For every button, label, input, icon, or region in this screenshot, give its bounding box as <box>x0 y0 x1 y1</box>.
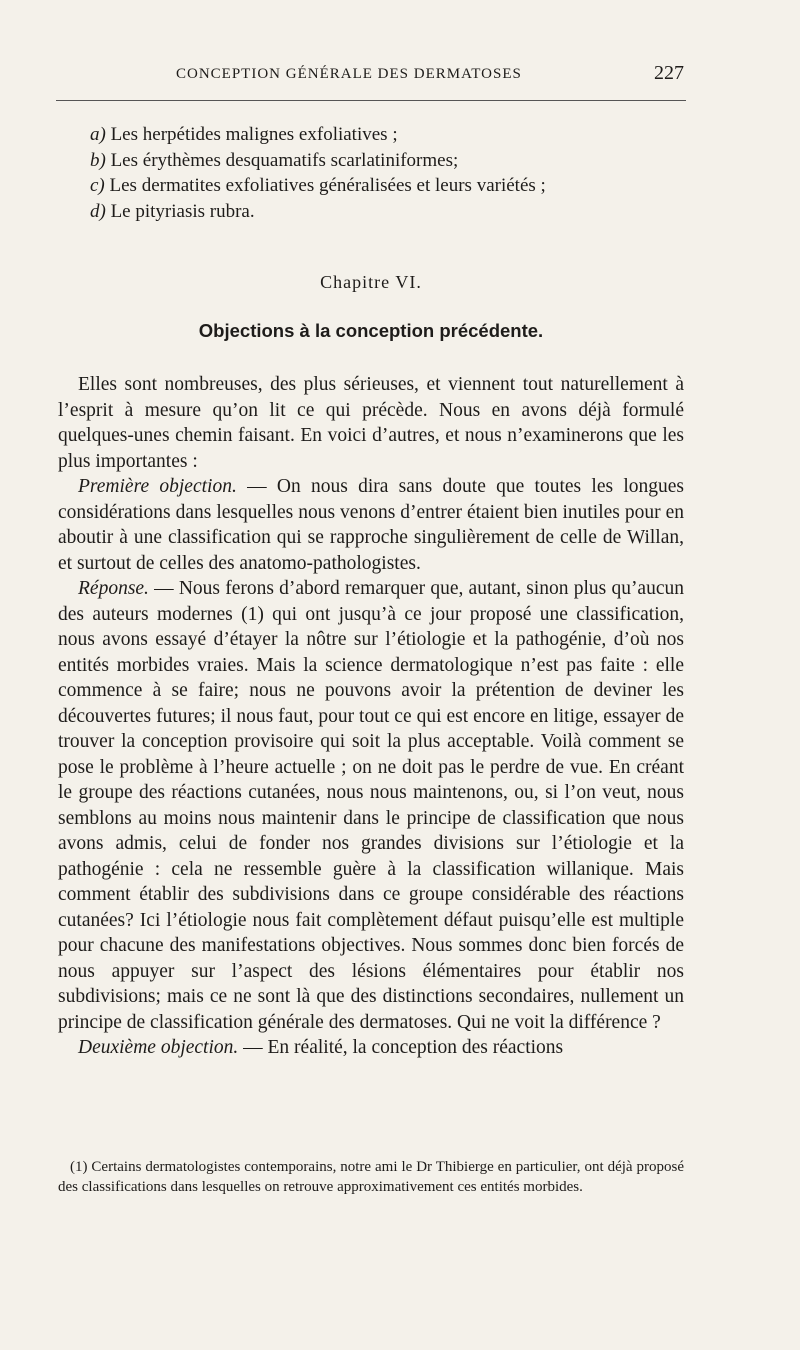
list-marker: d) <box>90 200 106 222</box>
running-title: CONCEPTION GÉNÉRALE DES DERMATOSES <box>176 66 522 82</box>
section-title: Objections à la conception précédente. <box>198 320 544 341</box>
dermatoses-list <box>90 122 546 224</box>
footnote-text: (1) Certains dermatologistes contemporains, notre ami le Dr Thibierge en particulier, ont déjà proposé des classifications dans lesquelles on retrouve approximativement ces entités morbides. <box>58 1159 684 1195</box>
list-item: c) Les dermatites exfoliatives généralisées et leurs variétés ; <box>90 175 546 196</box>
list-item: b) Les érythèmes desquamatifs scarlatiniformes; <box>90 149 459 171</box>
header-rule <box>56 100 686 101</box>
paragraph: Deuxième objection. — En réalité, la conception des réactions <box>78 1037 564 1058</box>
paragraph-lead: Réponse. <box>78 578 149 599</box>
body-text <box>58 372 684 1061</box>
list-item: d) Le pityriasis rubra. <box>90 200 255 222</box>
list-marker: a) <box>90 124 106 145</box>
paragraph-lead: Première objection. <box>78 476 237 497</box>
paragraph: Elles sont nombreuses, des plus sérieuses, et viennent tout naturellement à l’esprit à mesure qu’on lit ce qui précède. Nous en avons déjà formulé quelques-unes chemin faisant. En voici d’autres, et nous n’examinerons que les plus importantes : <box>58 374 684 472</box>
list-item: a) Les herpétides malignes exfoliatives ; <box>90 124 398 145</box>
list-marker: b) <box>90 149 106 171</box>
paragraph: Première objection. — On nous dira sans doute que toutes les longues considérations dans lesquelles nous venons d’entrer étaient bien inutiles pour en aboutir à une classification qui se rapproche singulièrement de celle de Willan, et surtout de celles des anatomo-pathologistes. <box>58 476 685 574</box>
paragraph: Réponse. — Nous ferons d’abord remarquer que, autant, sinon plus qu’aucun des auteurs modernes (1) qui ont jusqu’à ce jour proposé une classification, nous avons essayé d’étayer la nôtre sur l’étiologie et la pathogénie, d’où nos entités morbides vraies. Mais la science dermatologique n’est pas faite : elle commence à se faire; nous ne pouvons avoir la prétention de deviner les découvertes futures; il nous faut, pour tout ce qui est encore en litige, essayer de trouver la conception provisoire qui soit la plus acceptable. Voilà comment se pose le problème à l’heure actuelle ; on ne doit pas le perdre de vue. En créant le groupe des réactions cutanées, nous nous maintenons, ou, si l’on veut, nous semblons au moins nous maintenir dans le principe de classification que nous avons admis, celui de fonder nos grandes divisions sur l’étiologie et la pathogénie : cela ne ressemble guère à la classification willanique. Mais comment établir des subdivisions dans ce groupe considérable des réactions cutanées? Ici l’étiologie nous fait complètement défaut puisqu’elle est multiple pour chacune des manifestations objectives. Nous sommes donc bien forcés de nous appuyer sur l’aspect des lésions élémentaires pour établir nos subdivisions; mais ce ne sont là que des distinctions secondaires, nullement un principe de classification générale des dermatoses. Qui ne voit la différence ? <box>58 578 684 1033</box>
page-number: 227 <box>654 62 684 84</box>
footnote <box>58 1158 684 1197</box>
chapter-heading: Chapitre VI. <box>320 272 422 292</box>
list-marker: c) <box>90 175 105 196</box>
page-header <box>56 62 686 90</box>
paragraph-lead: Deuxième objection. <box>78 1037 239 1058</box>
